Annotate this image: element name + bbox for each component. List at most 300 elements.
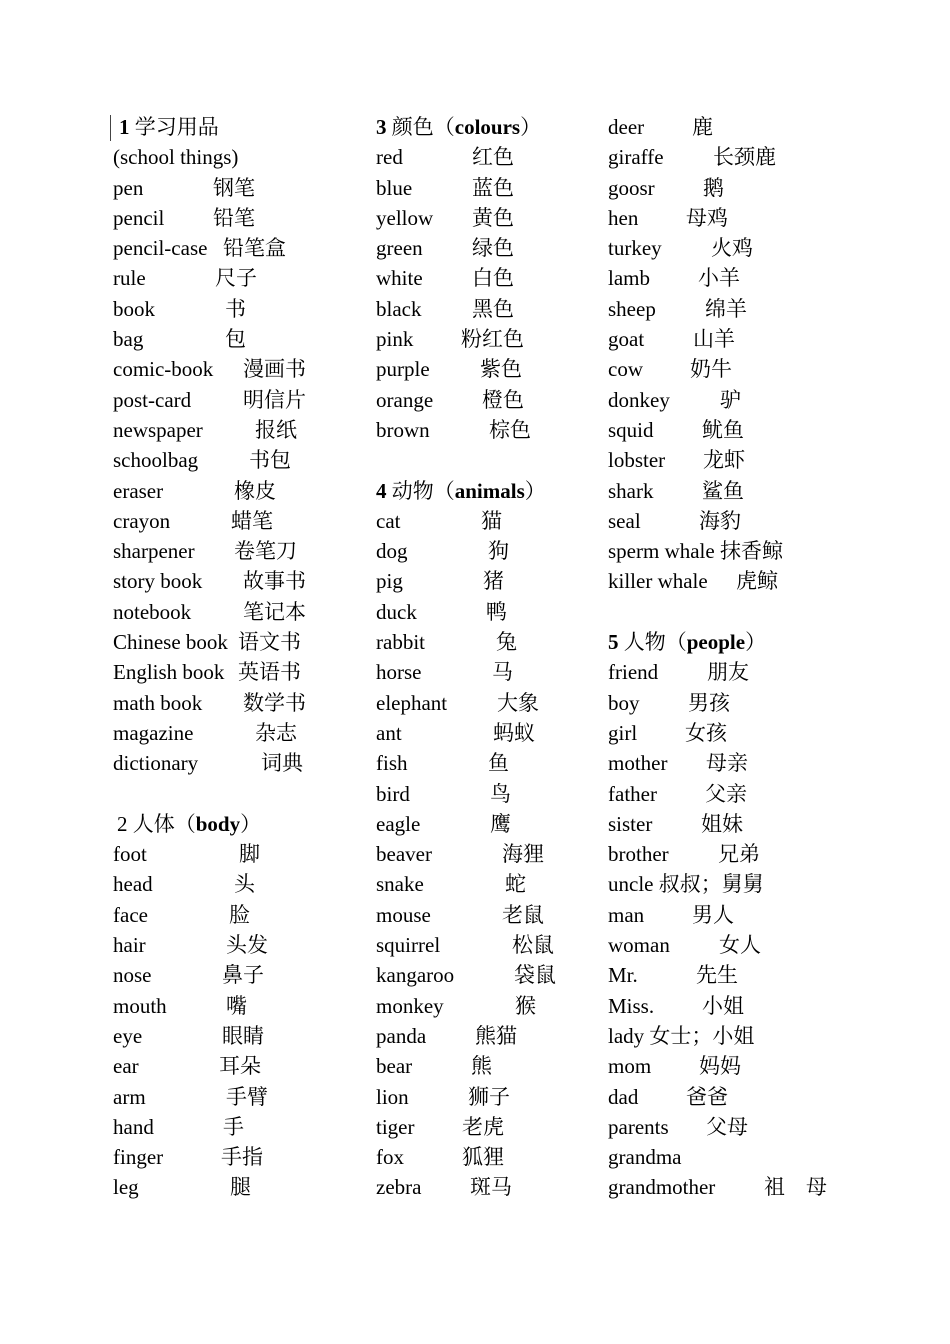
vocab-en: ear — [113, 1054, 139, 1079]
vocab-row — [376, 1051, 596, 1081]
vocab-zh: 大象 — [497, 690, 539, 715]
vocab-row — [113, 1112, 353, 1142]
vocab-row — [376, 869, 596, 899]
vocab-row — [113, 566, 353, 596]
vocab-en: magazine — [113, 720, 194, 745]
vocab-zh: 鹿 — [692, 115, 713, 139]
vocab-row — [113, 233, 353, 263]
vocab-en: duck — [376, 599, 417, 624]
vocab-row — [376, 294, 596, 324]
vocab-en: killer whale — [608, 569, 708, 594]
vocab-row — [608, 142, 848, 172]
section-title-close: ） — [524, 478, 546, 503]
vocab-en: orange — [376, 387, 434, 412]
vocab-row — [376, 536, 596, 566]
vocab-row — [608, 263, 848, 293]
vocab-zh: 狮子 — [468, 1084, 510, 1109]
vocab-zh: 狐狸 — [462, 1145, 504, 1170]
vocab-zh: 父亲 — [705, 781, 747, 806]
vocab-en: donkey — [608, 387, 670, 412]
vocab-zh: 火鸡 — [711, 236, 753, 261]
vocab-zh: 爸爸 — [686, 1084, 728, 1109]
vocab-row — [608, 445, 848, 475]
section-1-subtitle: (school things) — [113, 145, 239, 170]
vocab-en: sister — [608, 811, 653, 836]
vocab-row — [113, 900, 353, 930]
vocab-zh: 脸 — [229, 902, 250, 927]
vocab-zh: 蓝色 — [472, 175, 514, 200]
vocab-en: head — [113, 872, 153, 897]
vocab-en: mouth — [113, 993, 167, 1018]
vocab-en: mom — [608, 1054, 652, 1079]
section-title: 人体（ — [132, 811, 196, 836]
vocab-row — [376, 1082, 596, 1112]
vocab-row — [376, 1142, 596, 1172]
vocab-row — [113, 869, 353, 899]
vocab-zh: 黄色 — [472, 205, 514, 230]
section-title: 动物（ — [391, 478, 455, 503]
vocab-row — [113, 415, 353, 445]
vocab-en: pencil — [113, 205, 165, 230]
vocab-en: lady — [608, 1023, 645, 1048]
vocab-row — [608, 839, 848, 869]
vocab-zh: 黑色 — [472, 296, 514, 321]
vocab-zh: 叔叔；舅舅 — [658, 872, 764, 897]
vocab-row — [113, 597, 353, 627]
vocab-en: shark — [608, 478, 654, 503]
section-number: 4 — [376, 478, 387, 503]
vocab-en: tiger — [376, 1114, 415, 1139]
vocab-en: blue — [376, 175, 413, 200]
vocab-en: rule — [113, 266, 146, 291]
vocab-row — [113, 688, 353, 718]
vocab-zh: 耳朵 — [219, 1054, 261, 1079]
vocab-zh: 蚂蚁 — [493, 720, 535, 745]
vocab-zh: 马 — [492, 660, 513, 685]
vocab-row — [608, 566, 848, 596]
vocab-en: dictionary — [113, 751, 199, 776]
vocab-zh: 母亲 — [706, 751, 748, 776]
vocab-en: man — [608, 902, 645, 927]
vocab-en: woman — [608, 933, 670, 958]
vocab-zh: 手指 — [221, 1145, 263, 1170]
vocab-row — [608, 1051, 848, 1081]
vocab-en: story book — [113, 569, 203, 594]
vocab-zh: 鱼 — [488, 751, 509, 776]
vocab-en: newspaper — [113, 417, 203, 442]
vocab-row — [608, 960, 848, 990]
vocab-row — [113, 385, 353, 415]
vocab-en: comic-book — [113, 357, 214, 382]
vocab-row — [376, 748, 596, 778]
vocab-en: lamb — [608, 266, 650, 291]
vocab-row — [376, 506, 596, 536]
vocab-row — [608, 324, 848, 354]
vocab-row — [608, 112, 848, 142]
vocab-row — [376, 1112, 596, 1142]
vocab-row — [113, 324, 353, 354]
vocab-zh: 粉红色 — [461, 327, 524, 352]
vocab-row — [608, 354, 848, 384]
vocab-en: uncle — [608, 872, 654, 897]
section-title: 学习用品 — [134, 115, 219, 139]
vocab-zh: 手 — [223, 1114, 244, 1139]
section-3-heading — [376, 112, 596, 142]
section-title-close: ） — [520, 115, 542, 139]
vocab-row — [113, 839, 353, 869]
vocab-row — [608, 1021, 848, 1051]
vocab-zh: 斑马 — [470, 1175, 512, 1200]
vocab-en: nose — [113, 963, 152, 988]
vocab-zh: 姐妹 — [701, 811, 743, 836]
vocab-row — [608, 991, 848, 1021]
vocab-zh: 母鸡 — [686, 205, 728, 230]
vocab-zh: 词典 — [261, 751, 303, 776]
vocab-zh: 猴 — [515, 993, 536, 1018]
section-title: 人物（ — [623, 630, 687, 655]
section-2-heading — [113, 809, 353, 839]
vocab-zh: 龙虾 — [703, 448, 745, 473]
vocab-en: kangaroo — [376, 963, 455, 988]
vocab-zh: 鱿鱼 — [702, 417, 744, 442]
vocab-zh: 语文书 — [238, 630, 301, 655]
vocab-row — [113, 445, 353, 475]
vocab-row — [113, 1082, 353, 1112]
vocab-zh: 鼻子 — [222, 963, 264, 988]
vocab-zh: 虎鲸 — [736, 569, 778, 594]
section-title-en: animals — [454, 478, 525, 503]
vocab-row — [608, 657, 848, 687]
section-title-en: colours — [454, 115, 521, 139]
vocab-zh: 眼睛 — [222, 1023, 264, 1048]
vocab-en: purple — [376, 357, 430, 382]
vocab-row — [113, 930, 353, 960]
vocab-zh: 漫画书 — [243, 357, 306, 382]
vocab-en: hand — [113, 1114, 154, 1139]
vocab-row — [608, 809, 848, 839]
vocab-zh: 橡皮 — [234, 478, 276, 503]
vocab-row — [608, 900, 848, 930]
vocab-en: hen — [608, 205, 639, 230]
vocab-row — [113, 476, 353, 506]
vocab-row — [376, 173, 596, 203]
vocab-en: goosr — [608, 175, 655, 200]
vocab-row — [376, 142, 596, 172]
vocab-zh: 脚 — [239, 842, 260, 867]
vocab-row — [376, 991, 596, 1021]
vocab-zh: 狗 — [488, 539, 509, 564]
vocab-zh: 抹香鲸 — [719, 539, 783, 564]
vocab-en: white — [376, 266, 423, 291]
vocab-en: squid — [608, 417, 654, 442]
vocab-en: notebook — [113, 599, 192, 624]
section-title-close: ） — [745, 630, 767, 655]
vocab-zh: 猫 — [481, 508, 502, 533]
vocab-zh: 腿 — [230, 1175, 251, 1200]
vocab-zh: 猪 — [483, 569, 504, 594]
vocab-row — [608, 779, 848, 809]
vocab-row — [376, 354, 596, 384]
vocab-en: sharpener — [113, 539, 195, 564]
vocab-row — [376, 263, 596, 293]
vocab-en: bird — [376, 781, 410, 806]
vocab-en: horse — [376, 660, 422, 685]
vocab-row — [113, 354, 353, 384]
vocab-zh: 数学书 — [243, 690, 306, 715]
vocab-en: face — [113, 902, 148, 927]
vocab-en: pen — [113, 175, 144, 200]
vocab-zh: 铅笔 — [213, 205, 255, 230]
vocab-en: pig — [376, 569, 403, 594]
vocab-en: green — [376, 236, 423, 261]
vocab-en: pink — [376, 327, 414, 352]
column-3 — [608, 112, 848, 1203]
vocab-row — [376, 930, 596, 960]
vocab-en: brown — [376, 417, 430, 442]
vocab-en: bag — [113, 327, 144, 352]
vocab-en: eagle — [376, 811, 421, 836]
vocab-en: father — [608, 781, 657, 806]
vocab-en: book — [113, 296, 155, 321]
vocab-en: zebra — [376, 1175, 422, 1200]
vocab-row — [376, 415, 596, 445]
section-1-heading — [113, 112, 353, 142]
vocab-en: arm — [113, 1084, 146, 1109]
section-number: 5 — [608, 630, 619, 655]
vocab-zh: 笔记本 — [243, 599, 306, 624]
vocab-row — [113, 536, 353, 566]
section-number: 1 — [119, 115, 130, 139]
vocab-en: monkey — [376, 993, 444, 1018]
column-2 — [376, 112, 596, 1203]
vocab-zh: 朋友 — [707, 660, 749, 685]
section-4-heading — [376, 476, 596, 506]
vocab-en: schoolbag — [113, 448, 199, 473]
vocab-row — [376, 324, 596, 354]
vocab-zh: 报纸 — [255, 417, 297, 442]
vocab-zh: 小姐 — [702, 993, 744, 1018]
vocab-row — [608, 1112, 848, 1142]
vocab-en: pencil-case — [113, 236, 208, 261]
vocab-zh: 海狸 — [502, 842, 544, 867]
vocab-zh: 尺子 — [215, 266, 257, 291]
vocab-en: finger — [113, 1145, 164, 1170]
vocab-en: eye — [113, 1023, 143, 1048]
vocab-zh: 白色 — [472, 266, 514, 291]
vocab-zh: 先生 — [696, 963, 738, 988]
section-title-close: ） — [240, 811, 262, 836]
vocab-row — [113, 627, 353, 657]
vocab-en: mouse — [376, 902, 431, 927]
vocab-row — [608, 718, 848, 748]
vocab-en: elephant — [376, 690, 448, 715]
vocab-row — [113, 1021, 353, 1051]
vocab-zh: 卷笔刀 — [234, 539, 297, 564]
vocab-en: dog — [376, 539, 408, 564]
vocab-row — [113, 991, 353, 1021]
vocab-zh: 故事书 — [243, 569, 306, 594]
vocab-en: fish — [376, 751, 408, 776]
vocab-zh: 明信片 — [243, 387, 306, 412]
vocab-en: red — [376, 145, 403, 170]
vocab-zh: 蛇 — [505, 872, 526, 897]
vocab-zh: 鸟 — [490, 781, 511, 806]
vocab-zh: 鹰 — [490, 811, 511, 836]
vocab-zh: 红色 — [472, 145, 514, 170]
vocab-en: giraffe — [608, 145, 664, 170]
vocab-en: parents — [608, 1114, 669, 1139]
vocab-zh: 英语书 — [238, 660, 301, 685]
vocab-row — [113, 263, 353, 293]
vocab-row — [608, 1082, 848, 1112]
vocab-zh: 紫色 — [480, 357, 522, 382]
vocab-row — [376, 203, 596, 233]
vocab-row — [113, 173, 353, 203]
vocab-row — [376, 718, 596, 748]
section-title-en: body — [195, 811, 241, 836]
vocab-row — [376, 1021, 596, 1051]
vocab-en: seal — [608, 508, 641, 533]
vocab-en: mother — [608, 751, 668, 776]
vocab-row — [376, 779, 596, 809]
vocab-en: bear — [376, 1054, 413, 1079]
vocab-row — [608, 415, 848, 445]
vocab-zh: 橙色 — [482, 387, 524, 412]
vocab-row — [113, 294, 353, 324]
vocab-zh: 包 — [225, 327, 246, 352]
vocab-en: sperm whale — [608, 539, 715, 564]
vocab-zh: 男人 — [692, 902, 734, 927]
vocab-row — [376, 960, 596, 990]
vocab-zh: 钢笔 — [213, 175, 255, 200]
vocab-row — [608, 536, 848, 566]
vocab-row — [113, 718, 353, 748]
vocab-en: beaver — [376, 842, 432, 867]
vocab-row — [113, 1172, 353, 1202]
section-title: 颜色（ — [391, 115, 455, 139]
vocab-row — [376, 597, 596, 627]
vocab-row — [113, 203, 353, 233]
vocab-en: lobster — [608, 448, 666, 473]
vocab-en: panda — [376, 1023, 427, 1048]
column-1 — [113, 112, 353, 1203]
vocab-row — [608, 930, 848, 960]
vocab-zh: 棕色 — [489, 417, 531, 442]
section-number: 3 — [376, 115, 387, 139]
section-title-en: people — [686, 630, 746, 655]
vocab-zh: 女士；小姐 — [649, 1023, 755, 1048]
vocab-row — [608, 688, 848, 718]
vocab-zh: 海豹 — [699, 508, 741, 533]
vocab-en: snake — [376, 872, 424, 897]
vocab-row — [376, 566, 596, 596]
vocab-zh: 鸭 — [486, 599, 507, 624]
vocab-zh: 袋鼠 — [514, 963, 556, 988]
vocab-row — [608, 748, 848, 778]
vocab-en: Chinese book — [113, 630, 228, 655]
vocab-en: turkey — [608, 236, 662, 261]
vocab-zh: 熊猫 — [475, 1023, 517, 1048]
vocab-zh: 鹅 — [703, 175, 724, 200]
vocab-en: friend — [608, 660, 659, 685]
vocab-zh: 男孩 — [688, 690, 730, 715]
vocab-en: cow — [608, 357, 643, 382]
vocab-row — [376, 627, 596, 657]
vocab-zh: 手臂 — [226, 1084, 268, 1109]
vocab-row — [113, 1142, 353, 1172]
vocab-en: leg — [113, 1175, 139, 1200]
vocab-en: sheep — [608, 296, 656, 321]
vocab-row — [376, 839, 596, 869]
vocab-row — [608, 294, 848, 324]
vocab-zh: 老虎 — [462, 1114, 504, 1139]
vocab-zh: 绿色 — [472, 236, 514, 261]
vocab-en: dad — [608, 1084, 639, 1109]
vocab-zh: 女孩 — [685, 720, 727, 745]
vocab-row — [608, 476, 848, 506]
vocab-row — [376, 809, 596, 839]
vocab-zh: 兄弟 — [718, 842, 760, 867]
vocab-row — [608, 1172, 848, 1202]
vocab-row — [376, 688, 596, 718]
vocab-en: math book — [113, 690, 203, 715]
vocab-row — [113, 657, 353, 687]
vocab-en: English book — [113, 660, 225, 685]
vocab-zh: 奶牛 — [690, 357, 732, 382]
vocab-row — [113, 506, 353, 536]
vocab-zh: 小羊 — [698, 266, 740, 291]
vocab-zh: 鲨鱼 — [702, 478, 744, 503]
vocab-en: grandmother — [608, 1175, 716, 1200]
vocab-en: yellow — [376, 205, 434, 230]
vocab-zh: 绵羊 — [705, 296, 747, 321]
vocab-en: eraser — [113, 478, 164, 503]
vocab-zh: 杂志 — [255, 720, 297, 745]
vocab-zh: 头发 — [226, 933, 268, 958]
vocab-zh: 蜡笔 — [231, 508, 273, 533]
vocab-en: boy — [608, 690, 640, 715]
vocab-zh: 老鼠 — [502, 902, 544, 927]
vocab-en: girl — [608, 720, 638, 745]
vocab-zh: 嘴 — [226, 993, 247, 1018]
vocab-zh: 熊 — [471, 1054, 492, 1079]
vocab-zh: 铅笔盒 — [223, 236, 286, 261]
vocab-zh: 女人 — [719, 933, 761, 958]
vocab-row — [113, 960, 353, 990]
vocab-row — [608, 1142, 848, 1172]
vocab-en: squirrel — [376, 933, 441, 958]
section-5-heading — [608, 627, 848, 657]
vocab-en: lion — [376, 1084, 409, 1109]
vocab-en: crayon — [113, 508, 171, 533]
vocab-row — [376, 385, 596, 415]
vocab-en: hair — [113, 933, 146, 958]
vocab-zh: 松鼠 — [512, 933, 554, 958]
vocab-row — [113, 1051, 353, 1081]
vocab-row — [376, 900, 596, 930]
vocab-row — [608, 869, 848, 899]
vocab-row — [376, 657, 596, 687]
vocab-zh: 头 — [234, 872, 255, 897]
vocab-zh: 书 — [225, 296, 246, 321]
vocab-en: fox — [376, 1145, 404, 1170]
vocab-en: deer — [608, 115, 645, 139]
vocab-zh: 山羊 — [693, 327, 735, 352]
vocab-en: rabbit — [376, 630, 425, 655]
vocab-en: cat — [376, 508, 401, 533]
vocab-row — [608, 203, 848, 233]
vocab-zh: 兔 — [496, 630, 517, 655]
